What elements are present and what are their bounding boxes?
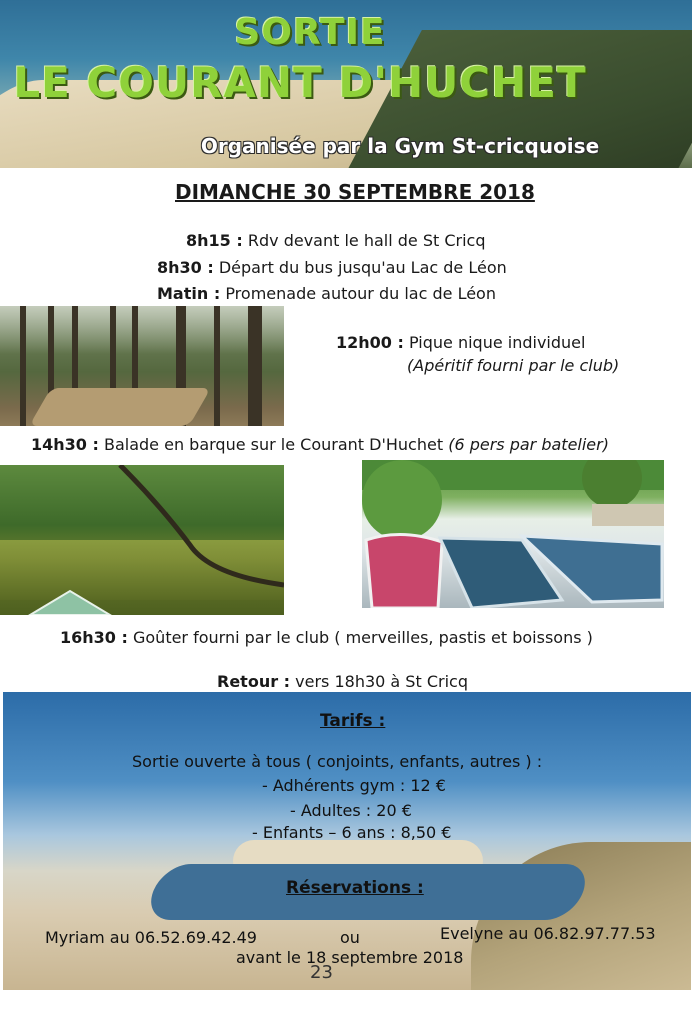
schedule-time: Retour : <box>217 672 291 691</box>
tarif-item: - Adultes : 20 € <box>290 801 412 820</box>
handwritten-mark: 23 <box>310 962 333 983</box>
schedule-time: 14h30 : <box>31 435 99 454</box>
schedule-item <box>217 672 468 691</box>
reservation-deadline: avant le 18 septembre 2018 <box>236 948 464 967</box>
reservations-title: Réservations : <box>286 878 424 898</box>
reservation-contact-1: Myriam au 06.52.69.42.49 <box>45 928 257 947</box>
schedule-text: vers 18h30 à St Cricq <box>295 672 468 691</box>
tarif-item: - Enfants – 6 ans : 8,50 € <box>252 823 452 842</box>
header-banner <box>0 0 692 168</box>
schedule-item <box>60 628 593 647</box>
river-photo <box>0 465 284 615</box>
schedule-time: 8h15 : <box>186 231 243 250</box>
schedule-time: 12h00 : <box>336 333 404 352</box>
schedule-note: (6 pers par batelier) <box>448 435 609 454</box>
forest-walk-photo <box>0 306 284 426</box>
schedule-item <box>186 231 486 250</box>
reservation-separator: ou <box>340 928 360 947</box>
organizer-subtitle: Organisée par la Gym St-cricquoise <box>200 134 600 158</box>
schedule-note: (Apéritif fourni par le club) <box>407 356 620 375</box>
schedule-time: Matin : <box>157 284 221 303</box>
schedule-item <box>31 435 609 454</box>
schedule-text: Balade en barque sur le Courant D'Huchet <box>103 435 444 454</box>
schedule-text: Pique nique individuel <box>408 333 586 352</box>
schedule-text: Promenade autour du lac de Léon <box>225 284 496 303</box>
schedule-text: Départ du bus jusqu'au Lac de Léon <box>218 258 507 277</box>
title-line-1: SORTIE <box>234 12 386 53</box>
title-line-2: LE COURANT D'HUCHET <box>13 58 587 107</box>
reservation-contact-2: Evelyne au 06.82.97.77.53 <box>440 924 656 943</box>
boats-graphic <box>362 460 664 608</box>
schedule-item <box>157 284 496 303</box>
event-date: DIMANCHE 30 SEPTEMBRE 2018 <box>175 180 535 204</box>
schedule-text: Rdv devant le hall de St Cricq <box>247 231 486 250</box>
schedule-text: Goûter fourni par le club ( merveilles, pastis et boissons ) <box>132 628 593 647</box>
schedule-time: 16h30 : <box>60 628 128 647</box>
tarifs-intro: Sortie ouverte à tous ( conjoints, enfants, autres ) : <box>132 752 543 771</box>
tarif-item: - Adhérents gym : 12 € <box>262 776 446 795</box>
schedule-time: 8h30 : <box>157 258 214 277</box>
schedule-item <box>157 258 507 277</box>
river-boat-graphic <box>0 465 284 615</box>
schedule-item <box>336 333 585 352</box>
boats-photo <box>362 460 664 608</box>
tarifs-title: Tarifs : <box>320 711 386 731</box>
